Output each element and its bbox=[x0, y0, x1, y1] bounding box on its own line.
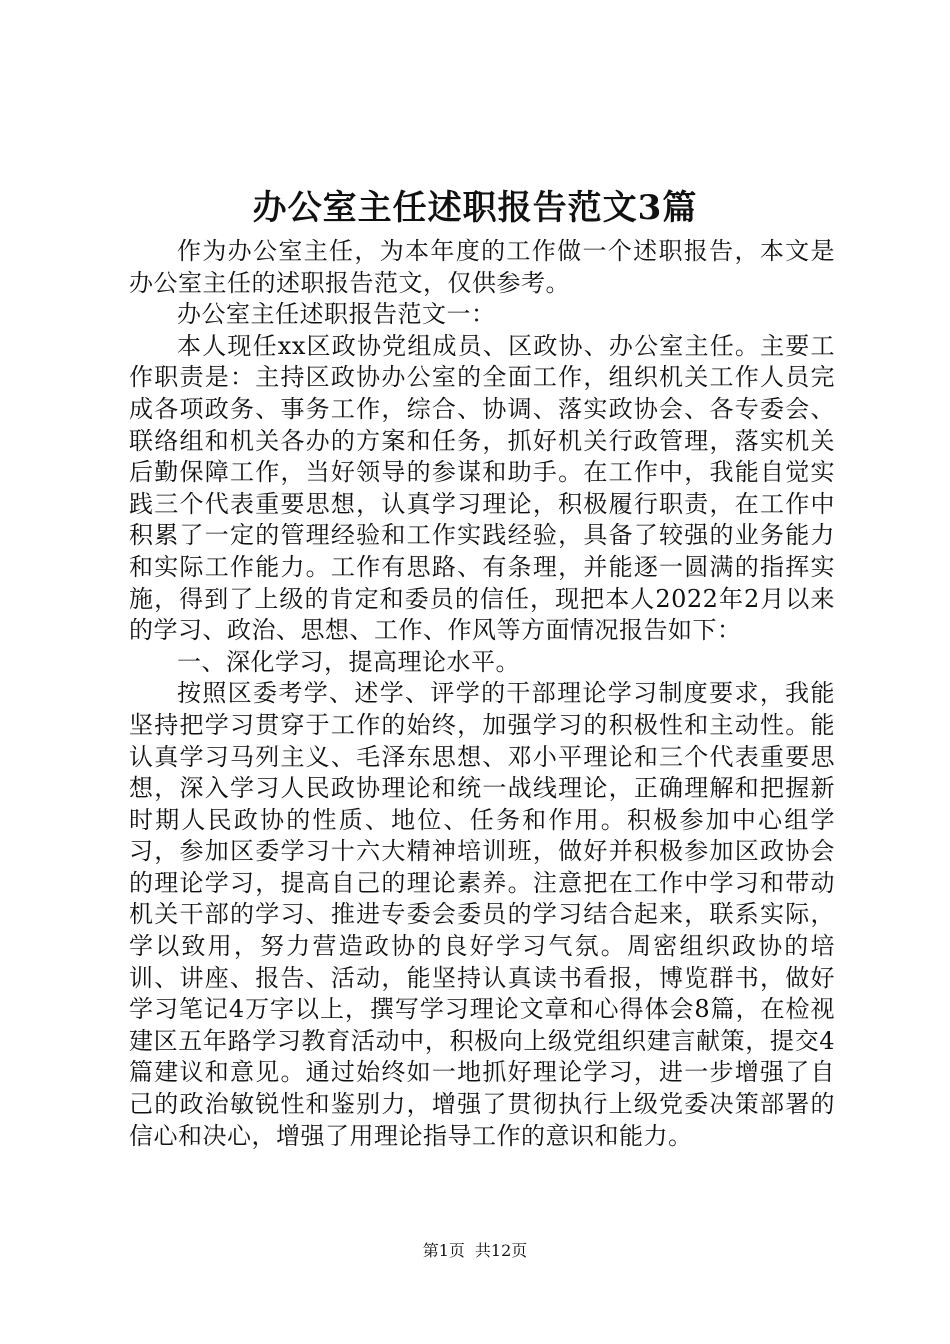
page-footer bbox=[0, 1240, 950, 1262]
page-total: 共12页 bbox=[474, 1241, 528, 1260]
paragraph-section-heading: 办公室主任述职报告范文一： bbox=[177, 300, 496, 329]
document-title: 办公室主任述职报告范文3篇 bbox=[252, 188, 698, 228]
paragraph-subheading-study: 一、深化学习，提高理论水平。 bbox=[177, 647, 520, 676]
document-body bbox=[129, 236, 835, 1152]
paragraph-self-introduction: 本人现任xx区政协党组成员、区政协、办公室主任。主要工作职责是：主持区政协办公室的全面工作，组织机关工作人员完成各项政务、事务工作，综合、协调、落实政协会、各专委会、联络组和机关各办的方案和任务，抓好机关行政管理，落实机关后勤保障工作，当好领导的参谋和助手。在工作中，我能自觉实践三个代表重要思想，认真学习理论，积极履行职责，在工作中积累了一定的管理经验和工作实践经验，具备了较强的业务能力和实际工作能力。工作有思路、有条理，并能逐一圆满的指挥实施，得到了上级的肯定和委员的信任，现把本人2022年2月以来的学习、政治、思想、工作、作风等方面情况报告如下： bbox=[129, 331, 835, 645]
page-number: 第1页 bbox=[422, 1241, 465, 1260]
paragraph-intro: 作为办公室主任，为本年度的工作做一个述职报告，本文是办公室主任的述职报告范文，仅供参考。 bbox=[129, 237, 835, 297]
paragraph-study-details: 按照区委考学、述学、评学的干部理论学习制度要求，我能坚持把学习贯穿于工作的始终，加强学习的积极性和主动性。能认真学习马列主义、毛泽东思想、邓小平理论和三个代表重要思想，深入学习人民政协理论和统一战线理论，正确理解和把握新时期人民政协的性质、地位、任务和作用。积极参加中心组学习，参加区委学习十六大精神培训班，做好并积极参加区政协会的理论学习，提高自己的理论素养。注意把在工作中学习和带动机关干部的学习、推进专委会委员的学习结合起来，联系实际，学以致用，努力营造政协的良好学习气氛。周密组织政协的培训、讲座、报告、活动，能坚持认真读书看报，博览群书，做好学习笔记4万字以上，撰写学习理论文章和心得体会8篇，在检视建区五年路学习教育活动中，积极向上级党组织建言献策，提交4篇建议和意见。通过始终如一地抓好理论学习，进一步增强了自己的政治敏锐性和鉴别力，增强了贯彻执行上级党委决策部署的信心和决心，增强了用理论指导工作的意识和能力。 bbox=[129, 679, 835, 1150]
